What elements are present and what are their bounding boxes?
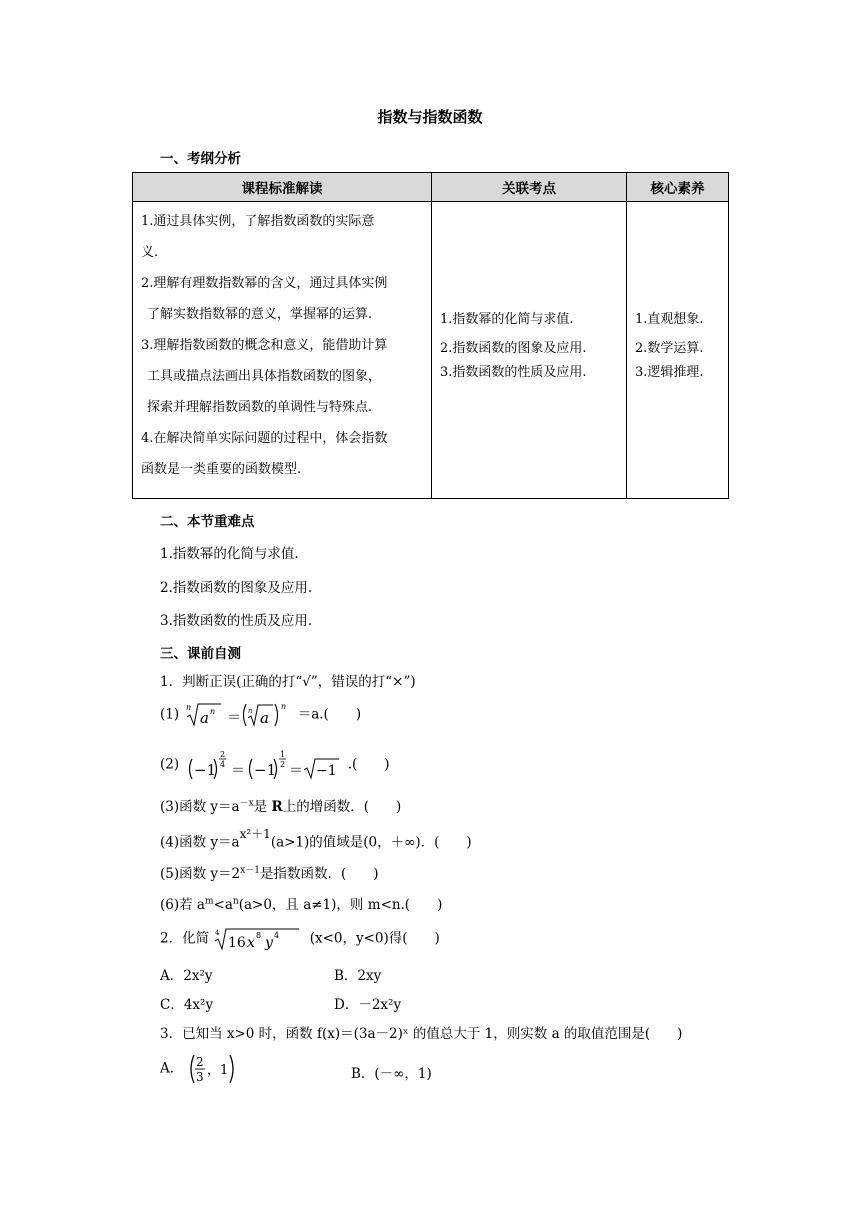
- svg-text:＝: ＝: [289, 763, 304, 779]
- keypoint-item: 2.指数函数的图象及应用.: [160, 580, 313, 596]
- item-text: (a>0，且 a≠1)，则 m<n.( ): [238, 897, 443, 913]
- literacy-line: 1.直观想象.: [635, 312, 704, 327]
- item-text: 是: [253, 799, 268, 815]
- svg-text:16: 16: [228, 935, 247, 951]
- svg-text:2: 2: [280, 760, 286, 769]
- cell-points: [432, 202, 627, 499]
- q2-option-A[interactable]: A．2x²y: [160, 968, 213, 984]
- q1-item-5: [160, 862, 379, 882]
- table-body-row: [133, 202, 729, 499]
- item-text: (5)函数 y＝2: [160, 866, 241, 882]
- svg-text:＝: ＝: [231, 763, 246, 779]
- svg-text:y: y: [265, 935, 274, 951]
- item-text: 2．化简: [160, 930, 210, 947]
- standard-line: 工具或描点法画出具体指数函数的图象，: [147, 369, 382, 384]
- point-line: 3.指数函数的性质及应用.: [440, 365, 587, 380]
- keypoint-item: 1.指数幂的化简与求值.: [160, 546, 299, 562]
- point-line: 2.指数函数的图象及应用.: [440, 341, 587, 356]
- page-title: 指数与指数函数: [377, 108, 483, 126]
- svg-text:4: 4: [274, 931, 280, 940]
- item-text: <a: [213, 897, 233, 913]
- item-superscript: m: [204, 896, 214, 907]
- standard-line: 4.在解决简单实际问题的过程中，体会指数: [141, 431, 388, 446]
- outline-table: [132, 172, 729, 499]
- q2-stem: [160, 926, 440, 956]
- q3-option-A[interactable]: [160, 1052, 238, 1088]
- svg-text:a: a: [200, 709, 210, 727]
- standard-line: 了解实数指数幂的意义，掌握幂的运算.: [147, 307, 373, 322]
- header-literacy: 核心素养: [627, 173, 729, 202]
- standard-line: 义.: [141, 245, 159, 260]
- fraction-numerator: 2: [195, 1055, 204, 1069]
- standard-line: 函数是一类重要的函数模型.: [141, 462, 302, 477]
- svg-text:＝: ＝: [227, 710, 242, 726]
- svg-text:4: 4: [215, 929, 220, 937]
- fourth-root-expression-icon: [213, 926, 305, 952]
- svg-text:−1: −1: [194, 761, 217, 779]
- q1-item-3: [160, 795, 401, 815]
- cell-literacy: [627, 202, 729, 499]
- q1-item-2: [160, 748, 390, 784]
- section-heading-outline: 一、考纲分析: [160, 151, 241, 167]
- standard-line: 1.通过具体实例，了解指数函数的实际意: [141, 214, 375, 229]
- svg-text:n: n: [248, 707, 253, 715]
- q1-item-1: [160, 700, 361, 732]
- standard-line: 探索并理解指数函数的单调性与特殊点.: [147, 400, 373, 415]
- interval-tail: ，1: [206, 1063, 228, 1078]
- svg-text:x: x: [247, 935, 256, 951]
- item-text: (6)若 a: [160, 897, 205, 913]
- q1-item-4: [160, 828, 472, 851]
- section-heading-selftest: 三、课前自测: [160, 646, 241, 662]
- item-tail: ＝a.( ): [297, 706, 362, 723]
- header-standards: 课程标准解读: [133, 173, 432, 202]
- item-superscript: x－1: [240, 865, 260, 876]
- q3-option-B[interactable]: B．(－∞，1): [351, 1066, 432, 1082]
- q3-stem: 3．已知当 x>0 时，函数 f(x)＝(3a－2)ˣ 的值总大于 1，则实数 a 的取值范围是( ): [160, 1026, 683, 1042]
- interval-icon: [188, 1052, 238, 1086]
- cell-standards: [133, 202, 432, 499]
- q1-item-6: [160, 893, 442, 913]
- svg-text:−1: −1: [254, 761, 277, 779]
- q2-option-B[interactable]: B．2xy: [334, 968, 382, 984]
- point-line: 1.指数幂的化简与求值.: [440, 312, 574, 327]
- item-text: (4)函数 y＝a: [160, 834, 240, 851]
- item-text: (3)函数 y＝a: [160, 799, 240, 815]
- fraction-exponent-expression-icon: [183, 748, 343, 782]
- fraction-denominator: 3: [195, 1070, 204, 1084]
- svg-text:4: 4: [220, 760, 226, 769]
- keypoint-item: 3.指数函数的性质及应用.: [160, 613, 313, 629]
- item-text: 是指数函数．( ): [259, 866, 379, 882]
- item-text: (x<0，y<0)得( ): [309, 930, 440, 947]
- svg-text:n: n: [210, 707, 216, 716]
- option-label: A．: [160, 1060, 184, 1077]
- svg-text:a: a: [260, 709, 270, 727]
- item-label: (1): [160, 706, 180, 723]
- literacy-line: 3.逻辑推理.: [635, 365, 704, 380]
- header-points: 关联考点: [432, 173, 627, 202]
- q2-option-D[interactable]: D．－2x²y: [334, 997, 402, 1013]
- item-superscript: x²＋1: [239, 827, 271, 841]
- item-label: (2): [160, 756, 180, 773]
- item-superscript: n: [232, 896, 239, 907]
- table-header-row: [133, 173, 729, 202]
- svg-text:1: 1: [280, 750, 286, 759]
- item-superscript: －x: [239, 798, 254, 809]
- svg-text:n: n: [186, 703, 192, 712]
- radical-expression-icon: [183, 700, 293, 730]
- item-bold-R: R: [271, 799, 283, 815]
- item-tail: .( ): [347, 756, 390, 773]
- svg-text:n: n: [281, 702, 287, 711]
- q1-stem: 1．判断正误(正确的打“√”，错误的打“×”): [160, 674, 416, 690]
- svg-text:2: 2: [220, 750, 226, 759]
- q2-option-C[interactable]: C．4x²y: [160, 997, 214, 1013]
- standard-line: 2.理解有理数指数幂的含义，通过具体实例: [141, 276, 388, 291]
- section-heading-keypoints: 二、本节重难点: [160, 514, 255, 530]
- svg-text:8: 8: [256, 931, 262, 940]
- standard-line: 3.理解指数函数的概念和意义，能借助计算: [141, 338, 388, 353]
- item-text: 上的增函数．( ): [282, 799, 402, 815]
- literacy-line: 2.数学运算.: [635, 341, 704, 356]
- item-text: (a>1)的值域是(0，＋∞)．( ): [270, 834, 472, 851]
- svg-text:−1: −1: [316, 763, 338, 779]
